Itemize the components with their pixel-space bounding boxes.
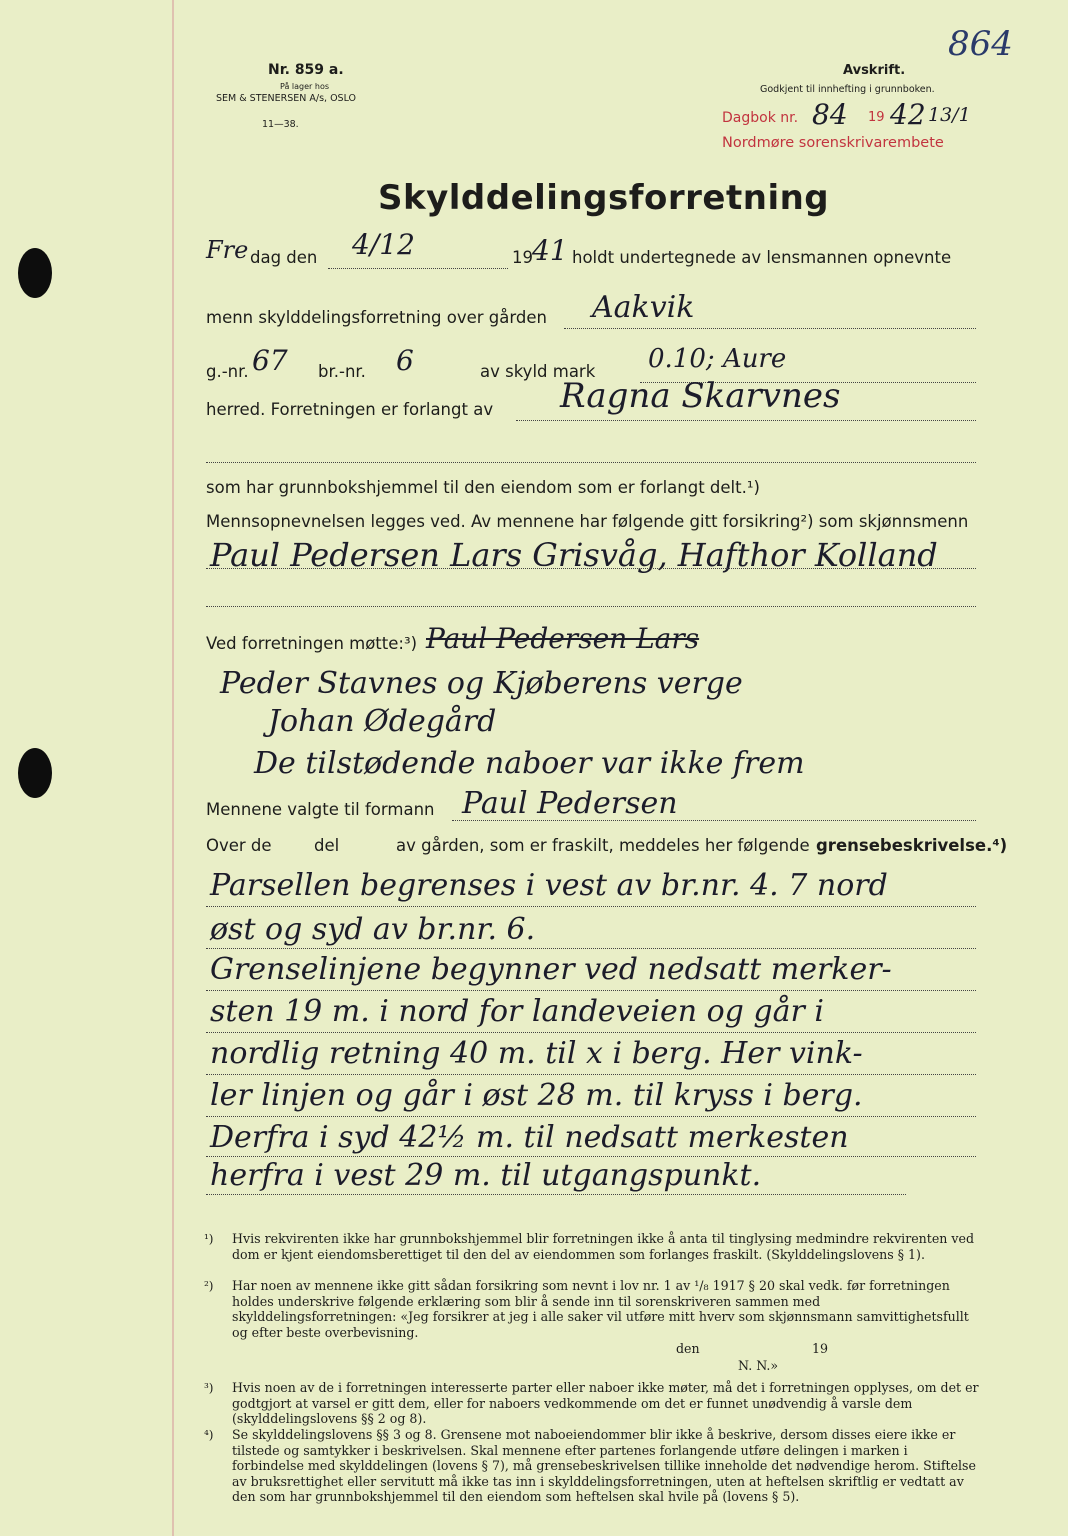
footnote-2-signature: N. N.» <box>738 1358 779 1373</box>
description-line-2: øst og syd av br.nr. 6. <box>210 912 536 947</box>
footnote-1-number: ¹) <box>204 1232 214 1246</box>
description-rule-3 <box>206 990 976 991</box>
formann-label: Mennene valgte til formann <box>206 800 435 819</box>
motte-line-4: De tilstødende naboer var ikke frem <box>254 746 805 781</box>
description-line-7: Derfra i syd 42½ m. til nedsatt merkesten <box>210 1120 849 1155</box>
dagbok-number: 84 <box>812 98 848 131</box>
margin-line <box>172 0 174 1536</box>
document-title: Skylddelingsforretning <box>378 178 830 218</box>
description-line-6: ler linjen og går i øst 28 m. til kryss i berg. <box>210 1078 863 1113</box>
footnote-3-text: Hvis noen av de i forretningen interesserte parter eller naboer ikke møter, må det i forretningen opplyses, om det er godtgjort at varsel er gitt dem, eller for naboers vedkommende om det er funnet unødvendig å varsle dem (skylddelingslovens §§ 2 og 8). <box>232 1380 979 1427</box>
blank-rule-2 <box>206 606 976 607</box>
footnote-2-text: Har noen av mennene ikke gitt sådan forsikring som nevnt i lov nr. 1 av ¹/₈ 1917 § 20 skal vedk. før forretningen holdes underskrive følgende erklæring som blir å sende inn til sorenskriveren sammen med skylddelingsforretningen: «Jeg forsikrer at jeg i alle saker vil utføre mitt hverv som skjønnsmann samvittighetsfullt og efter beste overbevisning. <box>232 1278 969 1340</box>
description-rule-8 <box>206 1194 906 1195</box>
footnote-3-number: ³) <box>204 1381 214 1395</box>
office-name: Nordmøre sorenskrivarembete <box>722 135 944 151</box>
description-rule-4 <box>206 1032 976 1033</box>
motte-line-3: Johan Ødegård <box>268 704 497 739</box>
hjemmel-text: som har grunnbokshjemmel til den eiendom som er forlangt delt.¹) <box>206 478 760 497</box>
date-value: 4/12 <box>352 228 415 261</box>
avskrift-label: Avskrift. <box>843 63 906 78</box>
description-rule-7 <box>206 1156 976 1157</box>
forsikring-text: Mennsopnevnelsen legges ved. Av mennene har følgende gitt forsikring²) som skjønnsmenn <box>206 512 969 531</box>
opening-text: holdt undertegnede av lensmannen opnevnte <box>572 248 952 267</box>
form-number: Nr. 859 a. <box>268 62 344 78</box>
description-rule-6 <box>206 1116 976 1117</box>
footnote-2-den: den <box>676 1341 700 1356</box>
herred-label: herred. Forretningen er forlangt av <box>206 400 494 419</box>
gnr-value: 67 <box>252 344 288 377</box>
footnote-2-19: 19 <box>812 1341 829 1356</box>
dagbok-date: 13/1 <box>928 104 971 126</box>
over-de: Over de <box>206 836 272 855</box>
date-rule <box>328 268 508 269</box>
skyld-value: 0.10; Aure <box>648 344 787 374</box>
fraskilt-text: av gården, som er fraskilt, meddeles her følgende <box>396 836 810 855</box>
stamp-date: 11—38. <box>262 119 299 130</box>
dagbok-year-prefix: 19 <box>868 110 885 125</box>
farm-name: Aakvik <box>592 290 695 325</box>
footnote-4-text: Se skylddelingslovens §§ 3 og 8. Grensene mot naboeiendommer blir ikke å beskrive, dersom disses eiere ikke er tilstede og samtykker i beskrivelsen. Skal mennene efter partenes forlangende utføre delingen i marken i forbindelse med skylddelingen (lovens § 7), må grensebeskrivelsen tillike inneholde det nødvendige herom. Stiftelse av bruksrettighet eller servitutt må ikke tas inn i skylddelingsforretningen, uten at heftelsen skriftlig er vedtatt av den som har grunnbokshjemmel til den eiendom som heftelsen skal hvile på (lovens § 5). <box>232 1427 976 1505</box>
description-rule-1 <box>206 906 976 907</box>
description-line-4: sten 19 m. i nord for landeveien og går i <box>210 994 824 1029</box>
bnr-value: 6 <box>396 344 414 377</box>
skjonnsmenn-names: Paul Pedersen Lars Grisvåg, Hafthor Kolland <box>210 536 938 574</box>
stamp-line2: På lager hos <box>280 82 329 91</box>
requested-rule <box>516 420 976 421</box>
description-line-8: herfra i vest 29 m. til utgangspunkt. <box>210 1158 762 1193</box>
punch-hole-top <box>18 248 52 298</box>
punch-hole-bottom <box>18 748 52 798</box>
motte-line-1: Paul Pedersen Lars <box>426 622 700 655</box>
dagbok-label: Dagbok nr. <box>722 110 799 126</box>
footnote-2-number: ²) <box>204 1279 214 1293</box>
farm-label: menn skylddelingsforretning over gården <box>206 308 547 327</box>
day-prefix: Fre <box>206 236 249 264</box>
requested-by: Ragna Skarvnes <box>560 376 841 416</box>
year-value: 41 <box>532 234 568 267</box>
approved-text: Godkjent til innhefting i grunnboken. <box>760 84 935 95</box>
bnr-label: br.-nr. <box>318 362 366 381</box>
motte-label: Ved forretningen møtte:³) <box>206 634 418 653</box>
skjonnsmenn-rule <box>206 568 976 569</box>
dagbok-year: 42 <box>890 98 926 131</box>
farm-rule <box>564 328 976 329</box>
footnote-1-text: Hvis rekvirenten ikke har grunnbokshjemmel blir forretningen ikke å anta til tinglysing medmindre rekvirenten ved dom er kjent eiendomsberettiget til den del av eiendommen som forlanges fraskilt. (Skylddelingslovens § 1). <box>232 1231 975 1262</box>
blank-rule-1 <box>206 462 976 463</box>
description-rule-2 <box>206 948 976 949</box>
description-rule-5 <box>206 1074 976 1075</box>
page-number: 864 <box>948 24 1013 64</box>
grense-label: grensebeskrivelse.⁴) <box>816 836 1008 855</box>
description-line-3: Grenselinjene begynner ved nedsatt merker- <box>210 952 892 987</box>
publisher-name: SEM & STENERSEN A/s, OSLO <box>216 93 357 104</box>
day-label: dag den <box>250 248 318 267</box>
del-label: del <box>314 836 340 855</box>
footnote-4-number: ⁴) <box>204 1428 214 1442</box>
formann-name: Paul Pedersen <box>462 786 678 821</box>
year-prefix: 19 <box>512 248 533 267</box>
motte-line-2: Peder Stavnes og Kjøberens verge <box>220 666 743 701</box>
description-line-5: nordlig retning 40 m. til x i berg. Her vink- <box>210 1036 863 1071</box>
description-line-1: Parsellen begrenses i vest av br.nr. 4. 7 nord <box>210 868 888 903</box>
gnr-label: g.-nr. <box>206 362 249 381</box>
skyld-label: av skyld mark <box>480 362 596 381</box>
formann-rule <box>452 820 976 821</box>
